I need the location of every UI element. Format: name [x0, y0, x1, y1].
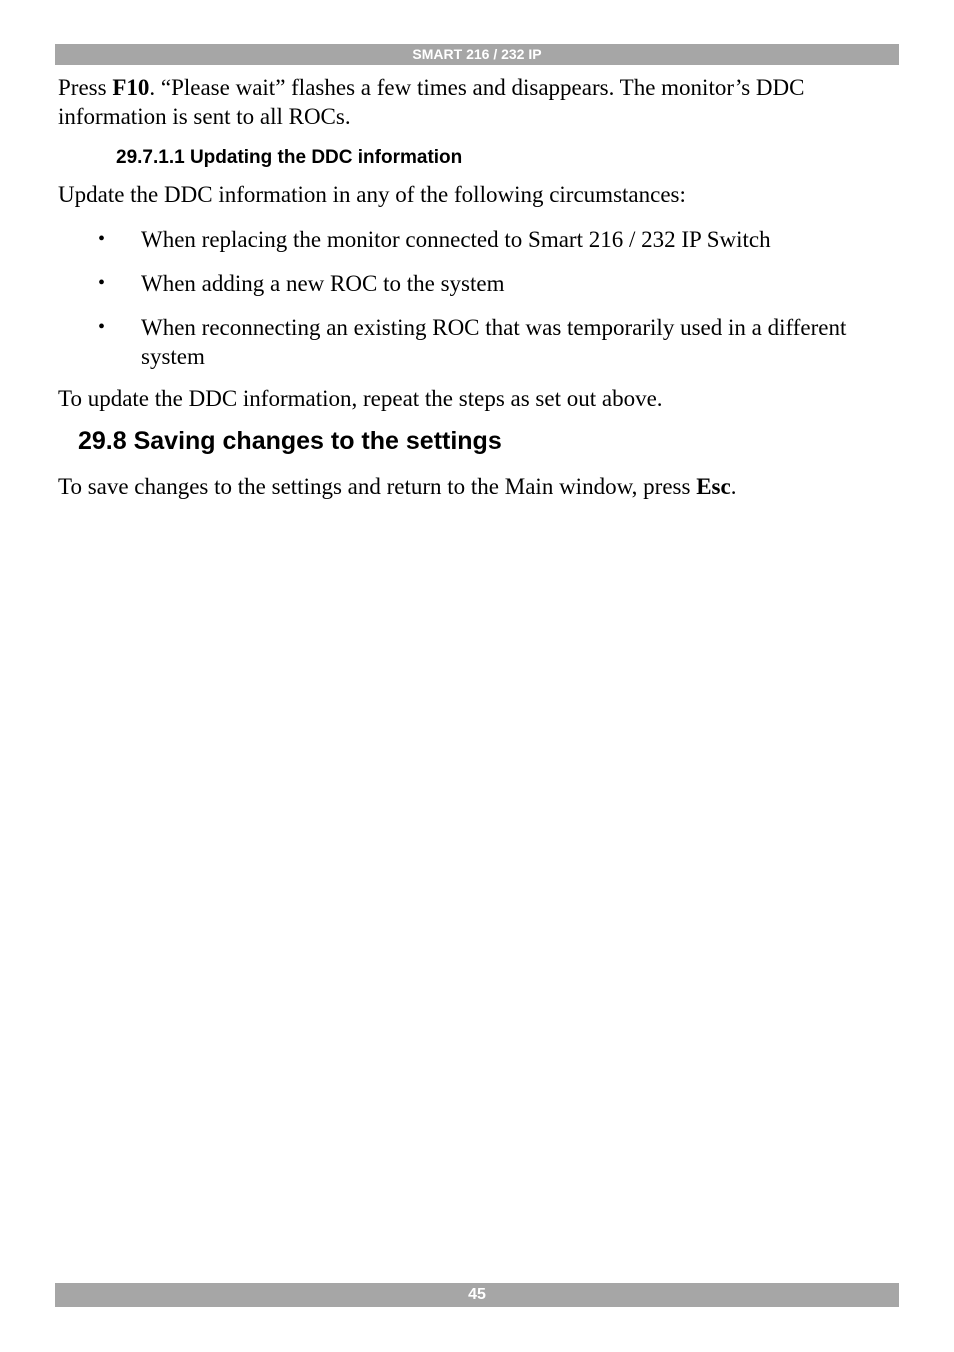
section-heading: 29.8 Saving changes to the settings — [78, 427, 502, 455]
list-item — [98, 269, 858, 298]
section-paragraph — [58, 472, 888, 501]
subsection-lead: Update the DDC information in any of the following circumstances: — [58, 182, 686, 207]
intro-paragraph — [58, 73, 888, 131]
section-text-suffix: . — [730, 474, 737, 499]
list-item-text: When adding a new ROC to the system — [141, 271, 505, 296]
section-key: Esc — [696, 474, 731, 499]
intro-prefix: Press — [58, 75, 113, 100]
list-item — [98, 313, 858, 371]
list-item-text: When reconnecting an existing ROC that was temporarily used in a different system — [141, 315, 847, 369]
page-footer — [55, 1283, 899, 1307]
section-text-prefix: To save changes to the settings and return to the Main window, press — [58, 474, 697, 499]
bullet-icon: • — [98, 316, 106, 338]
list-item — [98, 225, 858, 254]
intro-suffix: . “Please wait” flashes a few times and disappears. The monitor’s DDC information is sent to all ROCs. — [58, 75, 805, 129]
header-title: SMART 216 / 232 IP — [412, 46, 542, 62]
intro-key: F10 — [112, 75, 150, 100]
running-header — [55, 44, 899, 65]
page-number: 45 — [468, 1286, 486, 1303]
bullet-icon: • — [98, 272, 106, 294]
list-item-text: When replacing the monitor connected to Smart 216 / 232 IP Switch — [141, 227, 771, 252]
subsection-heading: 29.7.1.1 Updating the DDC information — [116, 147, 463, 168]
subsection-closing: To update the DDC information, repeat the steps as set out above. — [58, 386, 663, 411]
bullet-icon: • — [98, 228, 106, 250]
